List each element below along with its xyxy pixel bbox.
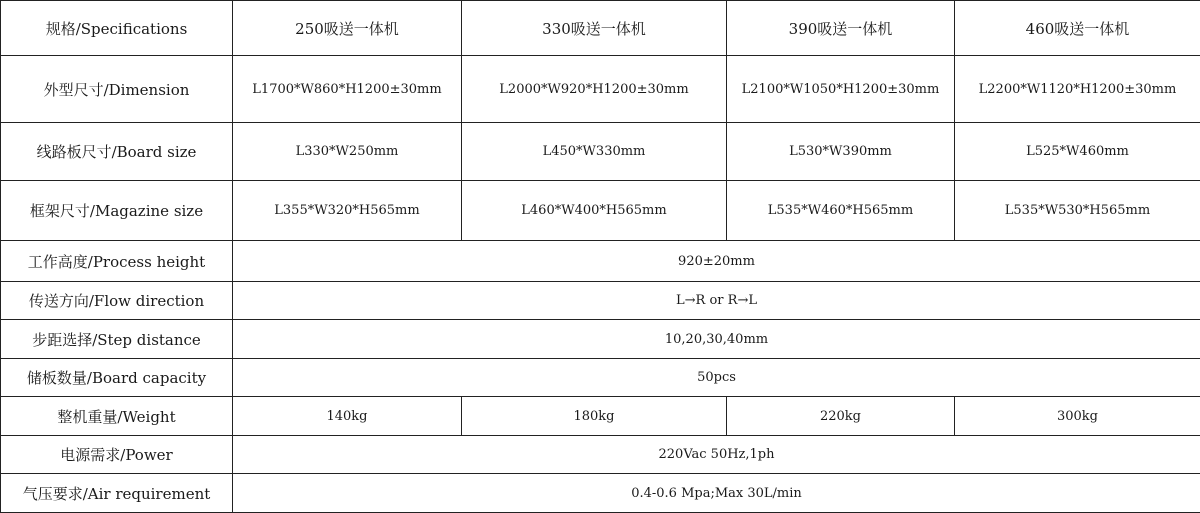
board-capacity-row (1, 359, 1200, 397)
power-value: 220Vac 50Hz,1ph (233, 436, 1200, 474)
magazine-size-label: 框架尺寸/Magazine size (1, 181, 233, 241)
magazine-size-row (1, 181, 1200, 241)
model-250-header: 250吸送一体机 (233, 1, 462, 56)
magazine-size-value: L535*W530*H565mm (955, 181, 1200, 241)
air-requirement-row (1, 474, 1200, 513)
board-size-row (1, 123, 1200, 181)
header-row (1, 1, 1200, 56)
header-label: 规格/Specifications (1, 1, 233, 56)
weight-row (1, 397, 1200, 436)
dimension-label: 外型尺寸/Dimension (1, 56, 233, 123)
board-size-label: 线路板尺寸/Board size (1, 123, 233, 181)
weight-value: 140kg (233, 397, 462, 436)
model-390-header: 390吸送一体机 (727, 1, 955, 56)
process-height-row (1, 241, 1200, 282)
dimension-value: L2000*W920*H1200±30mm (462, 56, 727, 123)
board-size-value: L530*W390mm (727, 123, 955, 181)
step-distance-value: 10,20,30,40mm (233, 320, 1200, 359)
board-size-value: L330*W250mm (233, 123, 462, 181)
board-capacity-label: 储板数量/Board capacity (1, 359, 233, 397)
power-label: 电源需求/Power (1, 436, 233, 474)
weight-value: 180kg (462, 397, 727, 436)
air-requirement-label: 气压要求/Air requirement (1, 474, 233, 513)
flow-direction-row (1, 282, 1200, 320)
model-330-header: 330吸送一体机 (462, 1, 727, 56)
flow-direction-value: L→R or R→L (233, 282, 1200, 320)
step-distance-label: 步距选择/Step distance (1, 320, 233, 359)
process-height-label: 工作高度/Process height (1, 241, 233, 282)
board-size-value: L525*W460mm (955, 123, 1200, 181)
board-size-value: L450*W330mm (462, 123, 727, 181)
magazine-size-value: L535*W460*H565mm (727, 181, 955, 241)
model-460-header: 460吸送一体机 (955, 1, 1200, 56)
air-requirement-value: 0.4-0.6 Mpa;Max 30L/min (233, 474, 1200, 513)
weight-value: 220kg (727, 397, 955, 436)
weight-value: 300kg (955, 397, 1200, 436)
magazine-size-value: L355*W320*H565mm (233, 181, 462, 241)
process-height-value: 920±20mm (233, 241, 1200, 282)
dimension-row (1, 56, 1200, 123)
dimension-value: L2100*W1050*H1200±30mm (727, 56, 955, 123)
magazine-size-value: L460*W400*H565mm (462, 181, 727, 241)
flow-direction-label: 传送方向/Flow direction (1, 282, 233, 320)
dimension-value: L1700*W860*H1200±30mm (233, 56, 462, 123)
board-capacity-value: 50pcs (233, 359, 1200, 397)
step-distance-row (1, 320, 1200, 359)
dimension-value: L2200*W1120*H1200±30mm (955, 56, 1200, 123)
power-row (1, 436, 1200, 474)
weight-label: 整机重量/Weight (1, 397, 233, 436)
